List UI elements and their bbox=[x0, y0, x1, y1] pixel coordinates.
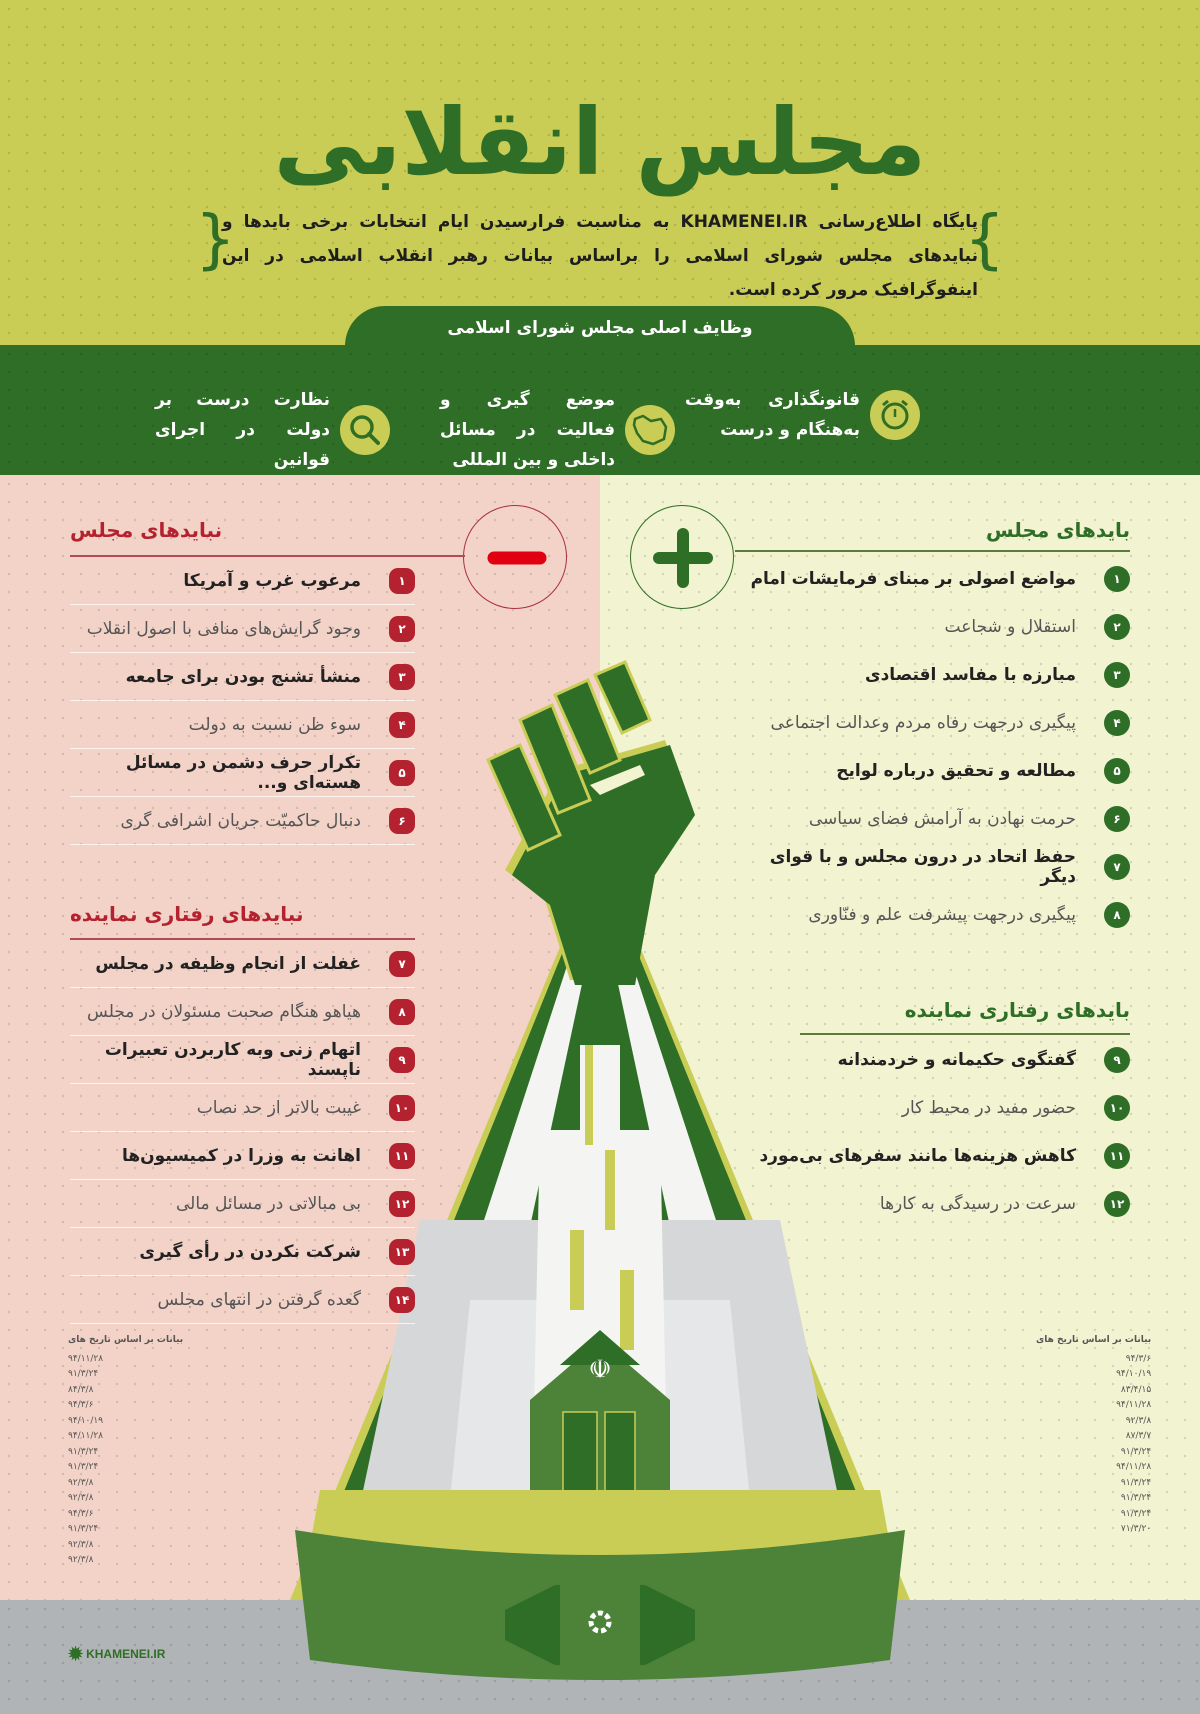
ref-date: ۹۱/۳/۲۴ bbox=[68, 1446, 99, 1457]
list-item: ۱۳ شرکت نکردن در رأی گیری bbox=[70, 1228, 415, 1276]
dos-behavior-divider bbox=[800, 1033, 1130, 1035]
intro-text: پایگاه اطلاع‌رسانی KHAMENEI.IR به مناسبت فرارسیدن ایام انتخابات برخی بایدها و نبایدهای مجلس شورای اسلامی را براساس بیانات رهبر انقلاب اسلامی در این اینفوگرافیک مرور کرده است. bbox=[222, 212, 979, 300]
ref-date: ۹۱/۳/۲۴ bbox=[1120, 1508, 1152, 1519]
list-item: ۵ مطالعه و تحقیق درباره لوایح bbox=[750, 747, 1130, 795]
list-item: ۸ پیگیری درجهت پیشرفت علم و فنّاوری bbox=[750, 891, 1130, 939]
list-item: ۱۱ کاهش هزینه‌ها مانند سفرهای بی‌مورد bbox=[750, 1132, 1130, 1180]
ref-date: ۹۴/۳/۶ bbox=[68, 1508, 94, 1519]
list-item: ۱۰ حضور مفید در محیط کار bbox=[750, 1084, 1130, 1132]
list-item: ۹ اتهام زنی وبه کاربردن تعبیرات ناپسند bbox=[70, 1036, 415, 1084]
minus-circle-icon bbox=[463, 505, 567, 609]
ref-date: ۹۴/۱۱/۲۸ bbox=[1116, 1400, 1152, 1410]
donts-list bbox=[70, 557, 415, 845]
ref-date: ۸۴/۳/۸ bbox=[68, 1384, 94, 1395]
list-item: ۶ حرمت نهادن به آرامش فضای سیاسی bbox=[750, 795, 1130, 843]
list-item: ۱۴ گعده گرفتن در انتهای مجلس bbox=[70, 1276, 415, 1324]
donts-behavior-list bbox=[70, 940, 415, 1324]
list-item: ۲ وجود گرایش‌های منافی با اصول انقلاب bbox=[70, 605, 415, 653]
ref-date: ۹۱/۳/۲۴ bbox=[68, 1462, 99, 1472]
ref-date: ۹۱/۳/۲۴ bbox=[68, 1369, 99, 1379]
list-item: ۱۱ اهانت به وزرا در کمیسیون‌ها bbox=[70, 1132, 415, 1180]
ref-date: ۷۱/۳/۲۰ bbox=[1120, 1524, 1152, 1534]
dos-behavior-list bbox=[750, 1036, 1130, 1228]
list-item: ۸ هیاهو هنگام صحبت مسئولان در مجلس bbox=[70, 988, 415, 1036]
ref-date: ۸۳/۴/۱۵ bbox=[1120, 1384, 1152, 1395]
duty-item: قانونگذاری به‌وقت به‌هنگام و درست bbox=[685, 385, 920, 445]
dos-divider bbox=[735, 550, 1130, 552]
references-left: بیانات بر اساس تاریخ های ۹۴/۱۱/۲۸ ۹۱/۳/۲۴ ۸۴/۳/۸ ۹۴/۳/۶ ۹۴/۱۰/۱۹ ۹۴/۱۱/۲۸ ۹۱/۳/۲۴ ۹۱/۳/۲۴ ۹۲/۳/۸ ۹۲/۳/۸ ۹۴/۳/۶ ۹۱/۳/۲۴ ۹۲/۳/۸ ۹۲/۳/۸ bbox=[68, 1333, 183, 1569]
list-item: ۵ تکرار حرف دشمن در مسائل هسته‌ای و... bbox=[70, 749, 415, 797]
list-item: ۷ غفلت از انجام وظیفه در مجلس bbox=[70, 940, 415, 988]
donts-behavior-title: نبایدهای رفتاری نماینده bbox=[70, 902, 304, 926]
list-item: ۱۲ بی مبالاتی در مسائل مالی bbox=[70, 1180, 415, 1228]
ref-date: ۹۲/۳/۸ bbox=[68, 1477, 94, 1488]
ref-date: ۹۱/۳/۲۴ bbox=[1120, 1493, 1152, 1503]
site-logo[interactable]: ✹ KHAMENEI.IR bbox=[68, 1644, 166, 1664]
dos-list bbox=[750, 555, 1130, 939]
list-item: ۴ پیگیری درجهت رفاه مردم وعدالت اجتماعی bbox=[750, 699, 1130, 747]
dos-title: بایدهای مجلس bbox=[986, 518, 1130, 542]
duties-title: وظایف اصلی مجلس شورای اسلامی bbox=[447, 318, 753, 338]
page-title: مجلس انقلابی bbox=[273, 89, 927, 196]
ref-date: ۹۴/۳/۶ bbox=[68, 1400, 94, 1410]
ref-date: ۹۱/۳/۲۴ bbox=[1120, 1477, 1152, 1488]
list-item: ۱۰ غیبت بالاتر از حد نصاب bbox=[70, 1084, 415, 1132]
ref-date: ۹۱/۳/۲۴ bbox=[68, 1524, 99, 1534]
ref-date: ۹۴/۳/۶ bbox=[1125, 1353, 1152, 1364]
ref-date: ۹۲/۳/۸ bbox=[68, 1539, 94, 1550]
references-right: بیانات بر اساس تاریخ های ۹۴/۳/۶ ۹۴/۱۰/۱۹ ۸۳/۴/۱۵ ۹۴/۱۱/۲۸ ۹۲/۳/۸ ۸۷/۳/۷ ۹۱/۳/۲۴ ۹۴/۱۱/۲۸ ۹۱/۳/۲۴ ۹۱/۳/۲۴ ۹۱/۳/۲۴ ۷۱/۳/۲۰ bbox=[1036, 1333, 1151, 1538]
list-item: ۲ استقلال و شجاعت bbox=[750, 603, 1130, 651]
dos-behavior-title: بایدهای رفتاری نماینده bbox=[904, 998, 1130, 1022]
ref-date: ۹۴/۱۱/۲۸ bbox=[68, 1353, 104, 1364]
logo-gear-icon: ✹ bbox=[68, 1644, 84, 1664]
ref-date: ۹۱/۳/۲۴ bbox=[1120, 1446, 1152, 1457]
plus-circle-icon bbox=[630, 505, 734, 609]
ref-date: ۹۴/۱۱/۲۸ bbox=[68, 1431, 104, 1441]
donts-title: نبایدهای مجلس bbox=[70, 518, 223, 542]
ref-date: ۹۲/۳/۸ bbox=[68, 1555, 94, 1565]
list-item: ۴ سوء ظن نسبت به دولت bbox=[70, 701, 415, 749]
ref-date: ۹۲/۳/۸ bbox=[1125, 1415, 1152, 1426]
list-item: ۱ مواضع اصولی بر مبنای فرمایشات امام bbox=[750, 555, 1130, 603]
list-item: ۱ مرعوب غرب و آمریکا bbox=[70, 557, 415, 605]
brace-left-icon: } bbox=[195, 203, 236, 277]
list-item: ۳ منشأ تشنج بودن برای جامعه bbox=[70, 653, 415, 701]
svg-text:☫: ☫ bbox=[588, 1355, 612, 1385]
duty-item: نظارت درست بر دولت در اجرای قوانین bbox=[155, 385, 390, 475]
ref-date: ۹۴/۱۰/۱۹ bbox=[68, 1415, 104, 1426]
list-item: ۶ دنبال حاکمیّت جریان اشرافی گری bbox=[70, 797, 415, 845]
list-item: ۹ گفتگوی حکیمانه و خردمندانه bbox=[750, 1036, 1130, 1084]
ref-date: ۸۷/۳/۷ bbox=[1125, 1431, 1152, 1441]
list-item: ۳ مبارزه با مفاسد اقتصادی bbox=[750, 651, 1130, 699]
ref-date: ۹۴/۱۱/۲۸ bbox=[1116, 1462, 1152, 1472]
list-item: ۷ حفظ اتحاد در درون مجلس و با قوای دیگر bbox=[750, 843, 1130, 891]
brace-right-icon: { bbox=[964, 203, 1005, 277]
duty-item: موضع گیری و فعالیت در مسائل داخلی و بین المللی bbox=[440, 385, 675, 475]
ref-date: ۹۲/۳/۸ bbox=[68, 1493, 94, 1503]
list-item: ۱۲ سرعت در رسیدگی به کارها bbox=[750, 1180, 1130, 1228]
ref-date: ۹۴/۱۰/۱۹ bbox=[1116, 1369, 1152, 1379]
